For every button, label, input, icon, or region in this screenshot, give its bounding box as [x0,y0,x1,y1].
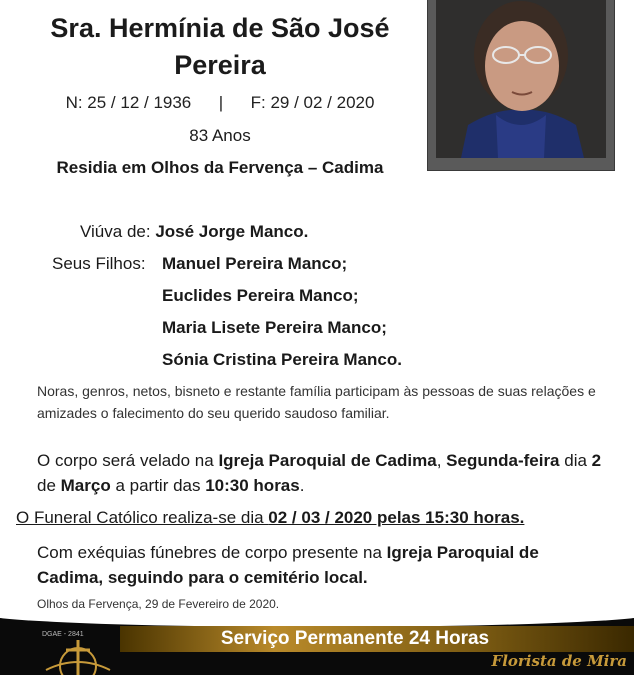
widow-line [80,222,308,242]
funeral-datetime: 02 / 03 / 2020 pelas 15:30 horas. [268,508,525,527]
deceased-name-line1: Sra. Hermínia de São José [50,13,390,43]
wake-paragraph [37,448,602,498]
wake-month: Março [60,476,111,495]
widow-label: Viúva de: [80,222,151,241]
deceased-name-line2: Pereira [174,50,266,80]
wake-date: 2 [591,451,602,470]
wake-text: a partir das [110,476,206,495]
wake-place: Igreja Paroquial de Cadima [218,451,437,470]
wake-text: . [299,476,305,495]
portrait-photo [436,0,606,158]
wake-text: O corpo será velado na [37,451,219,470]
residence: Residia em Olhos da Fervença – Cadima [56,158,384,177]
funeral-line [16,508,628,528]
children-label: Seus Filhos: [52,254,146,273]
florist-name: Florista de Mira [491,652,627,670]
death-date: F: 29 / 02 / 2020 [250,93,375,112]
wake-time: 10:30 horas [205,476,300,495]
wake-text: dia [559,451,592,470]
widow-name: José Jorge Manco. [155,222,309,241]
child-name: Sónia Cristina Pereira Manco. [162,350,402,369]
wake-text: de [37,476,61,495]
child-name: Euclides Pereira Manco; [162,286,359,305]
age: 83 Anos [189,126,251,145]
wake-day: Segunda-feira [446,451,560,470]
burial-paragraph [37,540,597,590]
funeral-text: O Funeral Católico realiza-se dia [16,508,269,527]
burial-text: Com exéquias fúnebres de corpo presente na [37,543,387,562]
dates-line [20,93,420,113]
burial-place: Igreja Paroquial de Cadima, seguindo para o cemitério local. [37,543,539,587]
license-number: DGAE - 2841 [42,631,84,638]
birth-date: N: 25 / 12 / 1936 [65,93,192,112]
wake-text: , [436,451,447,470]
place-date: Olhos da Fervença, 29 de Fevereiro de 2020. [37,597,280,611]
date-separator: | [218,93,224,112]
cross-emblem-icon [38,634,118,680]
relatives-paragraph: Noras, genros, netos, bisneto e restante família participam às pessoas de suas relações e amizades o falecimento do seu querido saudoso familiar. [37,383,596,421]
child-name: Maria Lisete Pereira Manco; [162,318,387,337]
child-name: Manuel Pereira Manco; [162,254,348,273]
service-banner-text: Serviço Permanente 24 Horas [220,628,490,649]
